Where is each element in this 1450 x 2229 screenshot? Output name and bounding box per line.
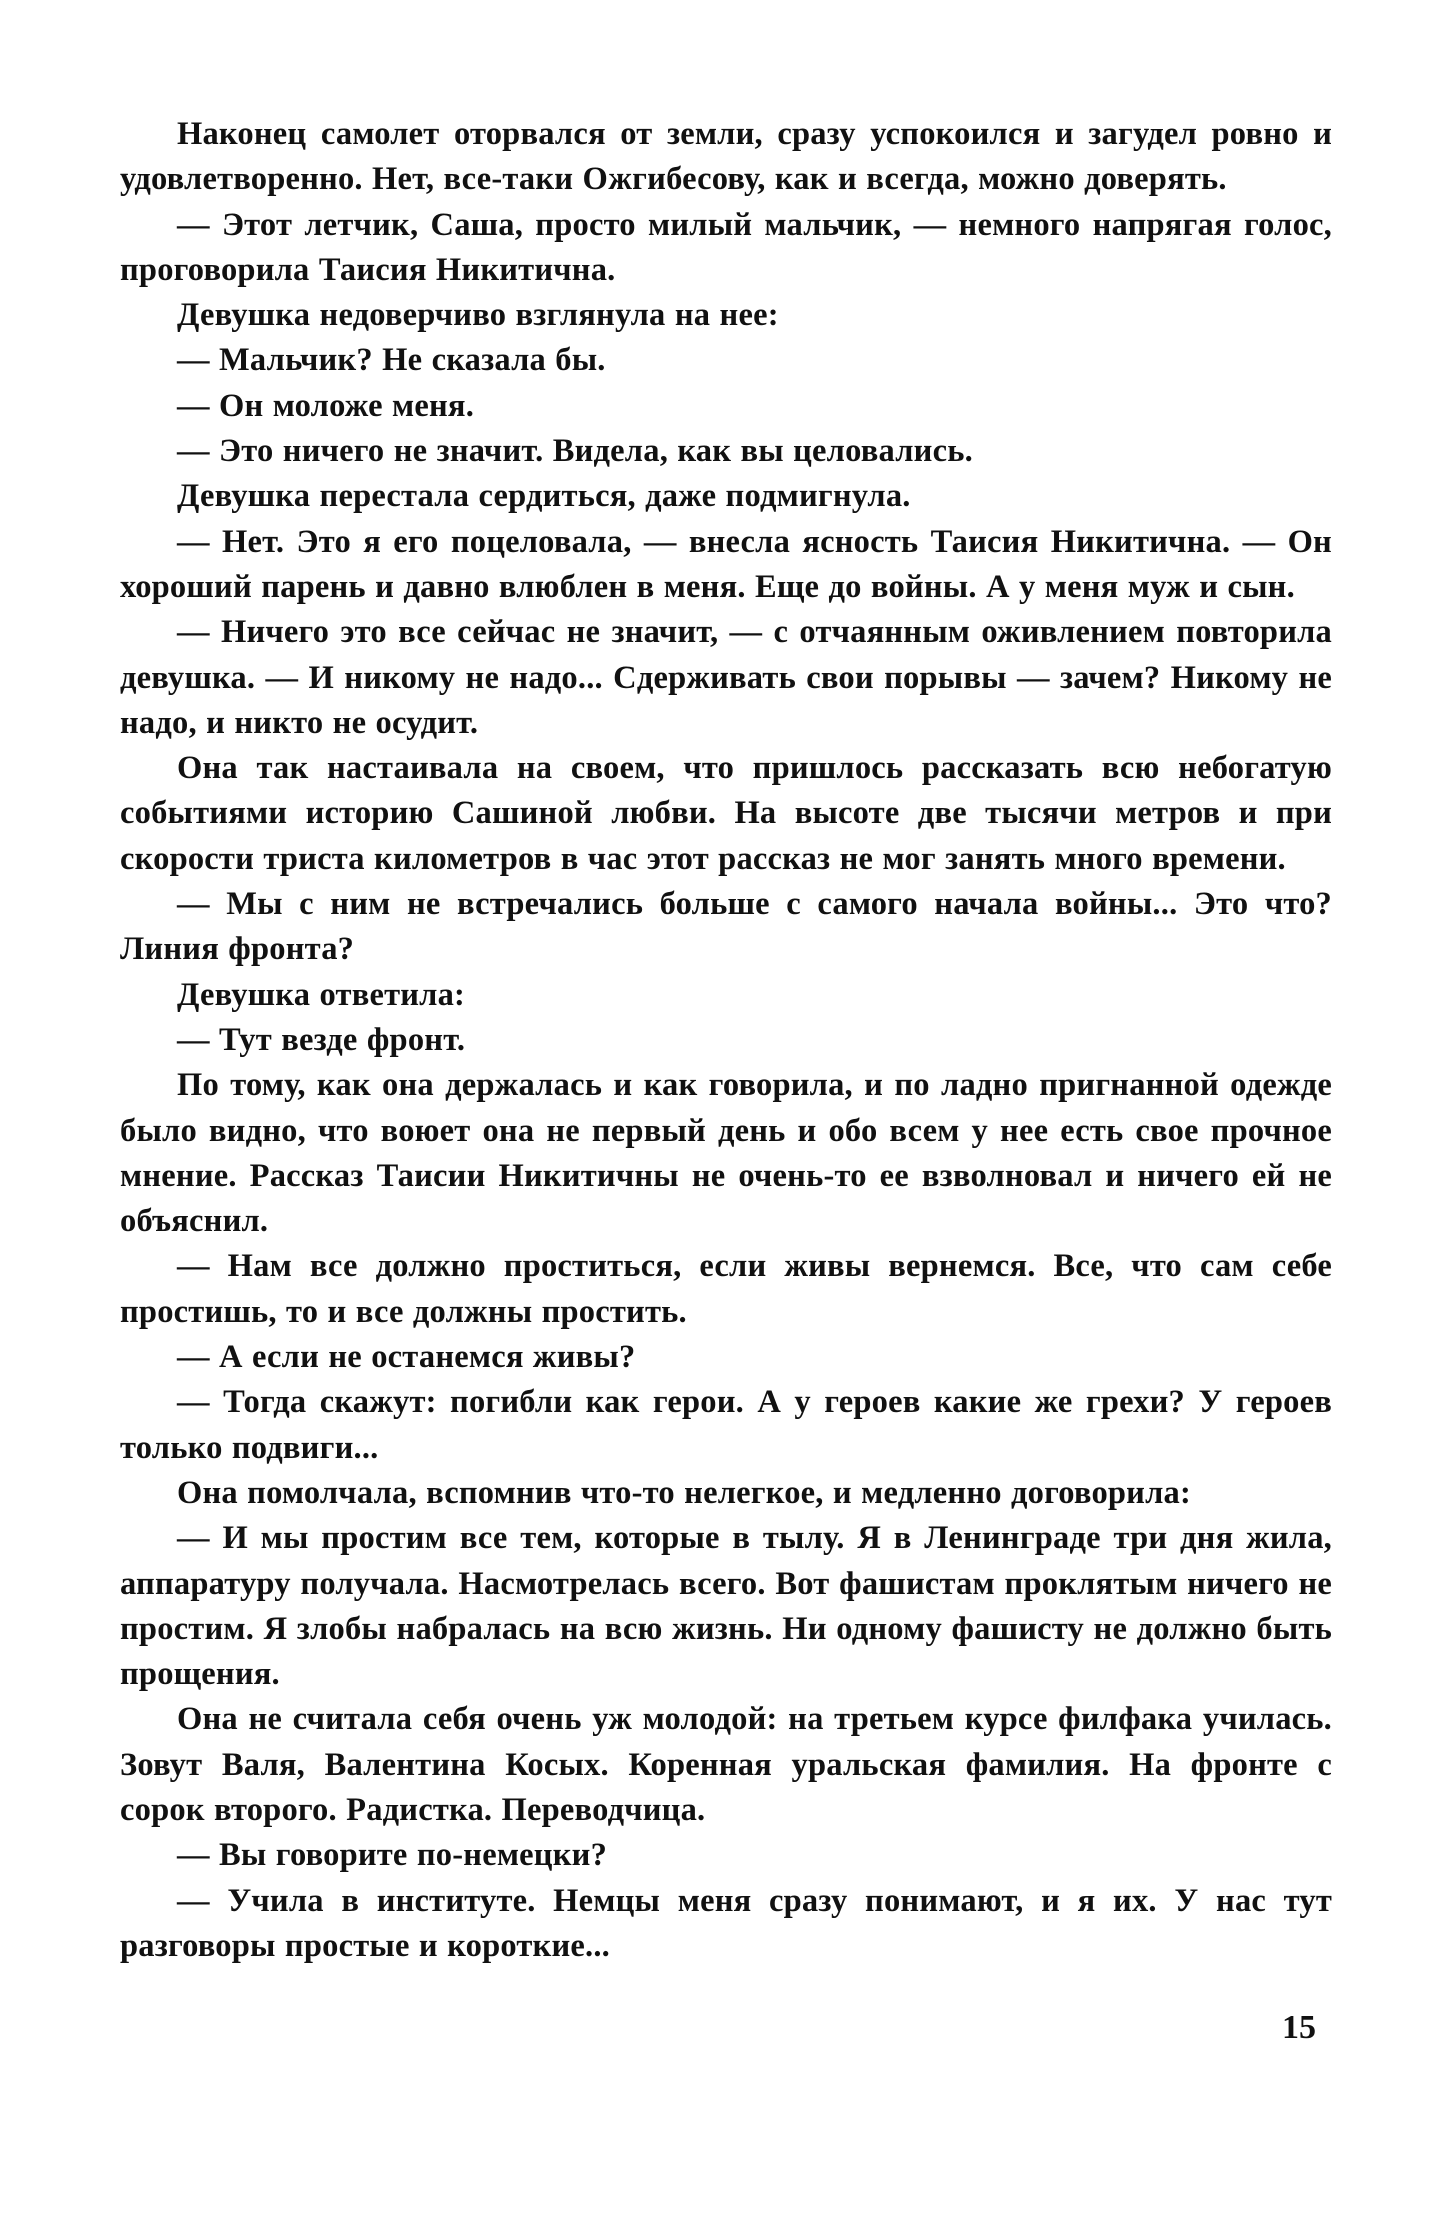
paragraph-20: Она не считала себя очень уж молодой: на третьем курсе филфака училась. Зовут Валя, Валентина Косых. Коренная уральская фамилия. На фронте с сорок второго. Радистка. Переводчица. bbox=[120, 1701, 1332, 1828]
paragraph-2: — Этот летчик, Саша, просто милый мальчик, — немного напрягая голос, проговорила Таисия Никитична. bbox=[120, 206, 1332, 288]
paragraph-8: — Нет. Это я его поцеловала, — внесла ясность Таисия Никитична. — Он хороший парень и давно влюблен в меня. Еще до войны. А у меня муж и сын. bbox=[120, 523, 1332, 605]
paragraph-7: Девушка перестала сердиться, даже подмигнула. bbox=[177, 478, 911, 515]
paragraph-19: — И мы простим все тем, которые в тылу. Я в Ленинграде три дня жила, аппаратуру получала. Насмотрелась всего. Вот фашистам проклятым ничего не простим. Я злобы набралась на всю жизнь. Ни одному фашисту не должно быть прощения. bbox=[120, 1520, 1332, 1693]
paragraph-9: — Ничего это все сейчас не значит, — с отчаянным оживлением повторила девушка. — И никому не надо... Сдерживать свои порывы — зачем? Никому не надо, и никто не осудит. bbox=[120, 614, 1332, 741]
paragraph-21: — Вы говорите по-немецки? bbox=[177, 1837, 608, 1874]
paragraph-11: — Мы с ним не встречались больше с самого начала войны... Это что? Линия фронта? bbox=[120, 886, 1332, 968]
paragraph-10: Она так настаивала на своем, что пришлось рассказать всю небогатую событиями историю Сашиной любви. На высоте две тысячи метров и при скорости триста километров в час этот рассказ не мог занять много времени. bbox=[120, 750, 1332, 877]
page-number: 15 bbox=[1282, 2009, 1316, 2046]
paragraph-6: — Это ничего не значит. Видела, как вы целовались. bbox=[177, 433, 973, 470]
paragraph-1: Наконец самолет оторвался от земли, сразу успокоился и загудел ровно и удовлетворенно. Нет, все-таки Ожгибесову, как и всегда, можно доверять. bbox=[120, 116, 1332, 198]
paragraph-22: — Учила в институте. Немцы меня сразу понимают, и я их. У нас тут разговоры простые и короткие... bbox=[120, 1882, 1332, 1964]
paragraph-17: — Тогда скажут: погибли как герои. А у героев какие же грехи? У героев только подвиги... bbox=[120, 1384, 1332, 1466]
body-text bbox=[120, 112, 1332, 1969]
paragraph-18: Она помолчала, вспомнив что-то нелегкое, и медленно договорила: bbox=[177, 1474, 1192, 1511]
paragraph-5: — Он моложе меня. bbox=[177, 387, 475, 424]
paragraph-14: По тому, как она держалась и как говорила, и по ладно пригнанной одежде было видно, что воюет она не первый день и обо всем у нее есть свое прочное мнение. Рассказ Таисии Никитичны не очень-то ее взволновал и ничего ей не объяснил. bbox=[120, 1067, 1332, 1240]
paragraph-12: Девушка ответила: bbox=[177, 976, 466, 1013]
paragraph-15: — Нам все должно проститься, если живы вернемся. Все, что сам себе простишь, то и все должны простить. bbox=[120, 1248, 1332, 1330]
paragraph-16: — А если не останемся живы? bbox=[177, 1339, 636, 1376]
paragraph-13: — Тут везде фронт. bbox=[177, 1021, 466, 1058]
paragraph-3: Девушка недоверчиво взглянула на нее: bbox=[177, 297, 779, 334]
paragraph-4: — Мальчик? Не сказала бы. bbox=[177, 342, 606, 379]
